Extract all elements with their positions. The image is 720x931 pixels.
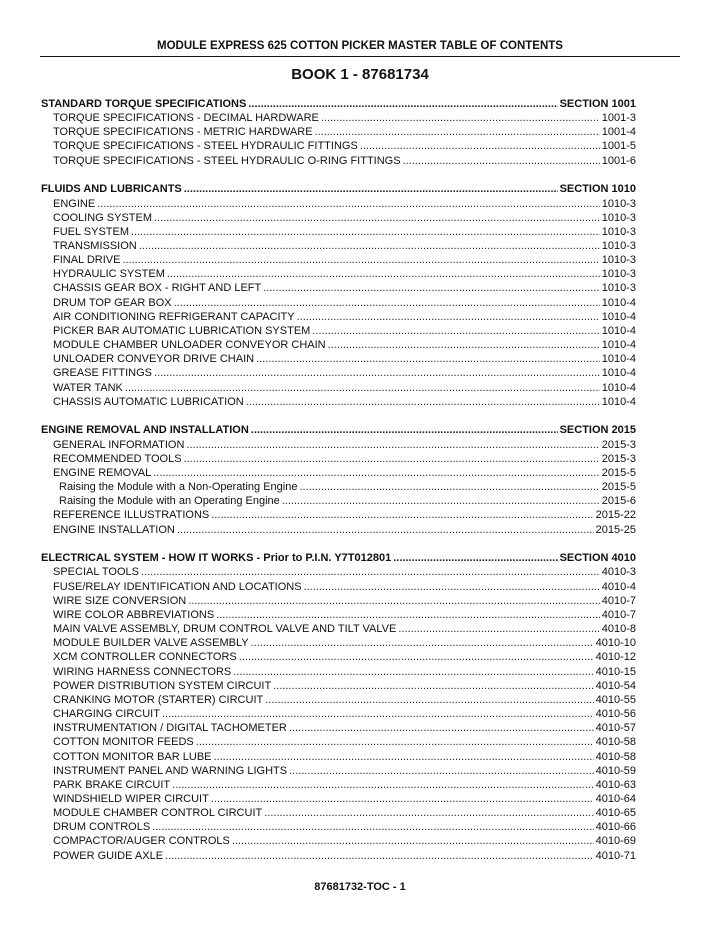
toc-section [41, 551, 636, 862]
entry-title: COMPACTOR/AUGER CONTROLS [53, 835, 230, 848]
entry-page: 1010-4 [601, 296, 636, 309]
dot-leader [289, 764, 594, 778]
dot-leader [304, 580, 600, 594]
dot-leader [211, 508, 593, 522]
dot-leader [233, 665, 593, 679]
entry-title: FUEL SYSTEM [53, 225, 129, 238]
dot-leader [154, 366, 600, 380]
dot-leader [282, 494, 600, 508]
toc-entry[interactable] [41, 594, 636, 608]
entry-page: 1010-4 [601, 339, 636, 352]
toc-entry[interactable] [41, 523, 636, 537]
toc-entry[interactable] [41, 267, 636, 281]
toc-entry[interactable] [41, 352, 636, 366]
dot-leader [184, 452, 600, 466]
entry-title: COOLING SYSTEM [53, 211, 153, 224]
toc-entry[interactable] [41, 239, 636, 253]
section-ref: SECTION 4010 [559, 552, 636, 565]
entry-title: RECOMMENDED TOOLS [53, 452, 182, 465]
dot-leader [188, 594, 599, 608]
toc-entry[interactable] [41, 778, 636, 792]
entry-page: 1010-3 [601, 254, 636, 267]
entry-page: 1010-3 [601, 197, 636, 210]
toc-entry[interactable] [41, 764, 636, 778]
entry-title: FUSE/RELAY IDENTIFICATION AND LOCATIONS [53, 580, 302, 593]
toc-entry[interactable] [41, 310, 636, 324]
entry-title: CHARGING CIRCUIT [53, 708, 160, 721]
entry-title: COTTON MONITOR FEEDS [53, 736, 194, 749]
toc-entry[interactable] [41, 438, 636, 452]
entry-title: GENERAL INFORMATION [53, 438, 185, 451]
section-ref: SECTION 1001 [559, 98, 636, 110]
entry-page: 4010-58 [595, 750, 636, 763]
toc-section [41, 97, 636, 168]
entry-title: POWER GUIDE AXLE [53, 849, 164, 862]
toc-section [41, 423, 636, 536]
dot-leader [196, 735, 594, 749]
entry-title: DRUM TOP GEAR BOX [53, 296, 172, 309]
entry-page: 4010-3 [601, 566, 636, 579]
entry-title: Raising the Module with a Non-Operating Engine [59, 481, 298, 494]
dot-leader [321, 111, 600, 125]
dot-leader [216, 608, 600, 622]
entry-page: 1001-4 [601, 126, 636, 139]
entry-page: 1010-3 [601, 282, 636, 295]
header-rule [40, 56, 680, 57]
entry-page: 2015-25 [595, 523, 636, 536]
running-header: MODULE EXPRESS 625 COTTON PICKER MASTER TABLE OF CONTENTS [157, 40, 563, 52]
dot-leader [177, 523, 594, 537]
dot-leader [398, 622, 599, 636]
toc-entry[interactable] [41, 125, 636, 139]
dot-leader [403, 154, 600, 168]
dot-leader [186, 438, 599, 452]
entry-title: PARK BRAKE CIRCUIT [53, 778, 171, 791]
dot-leader [263, 281, 600, 295]
toc-entry[interactable] [41, 565, 636, 579]
entry-title: TRANSMISSION [53, 240, 137, 252]
section-title: ELECTRICAL SYSTEM - HOW IT WORKS - Prior to P.I.N. Y7T012801 [41, 552, 392, 565]
entry-title: TORQUE SPECIFICATIONS - STEEL HYDRAULIC FITTINGS [53, 140, 358, 153]
entry-title: FINAL DRIVE [53, 254, 121, 267]
entry-title: MODULE CHAMBER CONTROL CIRCUIT [53, 807, 263, 820]
entry-title: AIR CONDITIONING REFRIGERANT CAPACITY [53, 310, 295, 323]
dot-leader [214, 750, 594, 764]
toc-subentry[interactable] [41, 494, 636, 508]
dot-leader [328, 338, 600, 352]
dot-leader [251, 423, 558, 437]
section-title: ENGINE REMOVAL AND INSTALLATION [41, 424, 249, 437]
entry-page: 4010-55 [595, 693, 636, 706]
dot-leader [273, 679, 593, 693]
entry-page: 1010-4 [601, 310, 636, 323]
toc-entry[interactable] [41, 197, 636, 211]
entry-page: 4010-7 [601, 594, 636, 607]
entry-title: CHASSIS AUTOMATIC LUBRICATION [53, 395, 244, 408]
dot-leader [174, 296, 600, 310]
toc-entry[interactable] [41, 296, 636, 310]
dot-leader [184, 182, 558, 196]
toc-entry[interactable] [41, 225, 636, 239]
toc-entry[interactable] [41, 366, 636, 380]
entry-page: 4010-12 [595, 651, 636, 664]
toc-subentry[interactable] [41, 480, 636, 494]
dot-leader [246, 395, 600, 409]
entry-title: Raising the Module with an Operating Engine [59, 495, 280, 508]
dot-leader [125, 381, 600, 395]
section-heading[interactable] [41, 182, 636, 196]
toc-entry[interactable] [41, 608, 636, 622]
toc-entry[interactable] [41, 721, 636, 735]
dot-leader [172, 778, 593, 792]
dot-leader [265, 693, 593, 707]
dot-leader [264, 806, 593, 820]
entry-title: TORQUE SPECIFICATIONS - DECIMAL HARDWARE [53, 112, 319, 125]
toc-entry[interactable] [41, 452, 636, 466]
dot-leader [139, 239, 600, 253]
section-title: FLUIDS AND LUBRICANTS [41, 183, 182, 196]
entry-page: 4010-63 [595, 778, 636, 791]
section-heading[interactable] [41, 551, 636, 565]
page-footer: 87681732-TOC - 1 [314, 881, 406, 893]
entry-page: 2015-6 [601, 495, 636, 508]
toc-entry[interactable] [41, 750, 636, 764]
entry-page: 4010-66 [595, 821, 636, 834]
toc-entry[interactable] [41, 508, 636, 522]
entry-page: 4010-7 [601, 608, 636, 621]
entry-title: XCM CONTROLLER CONNECTORS [53, 651, 237, 664]
dot-leader [153, 466, 600, 480]
toc-entry[interactable] [41, 154, 636, 168]
entry-page: 2015-5 [601, 481, 636, 494]
entry-page: 1010-4 [601, 324, 636, 337]
entry-title: MODULE BUILDER VALVE ASSEMBLY [53, 637, 249, 650]
toc-entry[interactable] [41, 622, 636, 636]
dot-leader [152, 820, 593, 834]
dot-leader [232, 834, 594, 848]
section-ref: SECTION 2015 [559, 424, 636, 437]
section-title: STANDARD TORQUE SPECIFICATIONS [41, 98, 247, 110]
dot-leader [299, 480, 599, 494]
entry-page: 1001-3 [601, 112, 636, 125]
toc-entry[interactable] [41, 806, 636, 820]
entry-page: 1010-4 [601, 353, 636, 366]
entry-page: 4010-59 [595, 764, 636, 777]
dot-leader [122, 253, 599, 267]
toc-entry[interactable] [41, 338, 636, 352]
entry-title: UNLOADER CONVEYOR DRIVE CHAIN [53, 353, 255, 366]
toc-entry[interactable] [41, 849, 636, 863]
dot-leader [167, 267, 600, 281]
entry-title: WIRE SIZE CONVERSION [53, 594, 187, 607]
entry-page: 4010-54 [595, 679, 636, 692]
entry-title: GREASE FITTINGS [53, 367, 153, 380]
toc-entry[interactable] [41, 211, 636, 225]
entry-title: INSTRUMENTATION / DIGITAL TACHOMETER [53, 722, 287, 735]
entry-title: TORQUE SPECIFICATIONS - STEEL HYDRAULIC O-RING FITTINGS [53, 154, 401, 167]
entry-title: ENGINE REMOVAL [53, 466, 152, 479]
entry-page: 2015-22 [595, 509, 636, 522]
entry-page: 1010-4 [601, 381, 636, 394]
toc-entry[interactable] [41, 580, 636, 594]
entry-page: 1001-5 [601, 140, 636, 153]
dot-leader [154, 211, 600, 225]
entry-title: HYDRAULIC SYSTEM [53, 268, 165, 281]
toc-entry[interactable] [41, 792, 636, 806]
toc-entry[interactable] [41, 381, 636, 395]
entry-page: 4010-64 [595, 792, 636, 805]
toc-entry[interactable] [41, 253, 636, 267]
entry-page: 1010-3 [601, 268, 636, 281]
toc-entry[interactable] [41, 707, 636, 721]
entry-page: 1010-4 [601, 367, 636, 380]
entry-title: WIRE COLOR ABBREVIATIONS [53, 608, 215, 621]
entry-page: 1010-3 [601, 211, 636, 224]
section-heading[interactable] [41, 97, 636, 111]
toc-entry[interactable] [41, 636, 636, 650]
toc-entry[interactable] [41, 834, 636, 848]
entry-page: 4010-71 [595, 849, 636, 862]
entry-page: 4010-8 [601, 623, 636, 636]
entry-page: 2015-3 [601, 452, 636, 465]
entry-page: 4010-65 [595, 807, 636, 820]
entry-title: PICKER BAR AUTOMATIC LUBRICATION SYSTEM [53, 324, 311, 337]
entry-page: 2015-3 [601, 438, 636, 451]
toc-entry[interactable] [41, 139, 636, 153]
section-ref: SECTION 1010 [559, 183, 636, 196]
entry-page: 4010-58 [595, 736, 636, 749]
toc-entry[interactable] [41, 650, 636, 664]
dot-leader [360, 139, 600, 153]
dot-leader [211, 792, 594, 806]
toc-entry[interactable] [41, 735, 636, 749]
toc-entry[interactable] [41, 820, 636, 834]
dot-leader [256, 352, 600, 366]
entry-title: SPECIAL TOOLS [53, 566, 140, 579]
entry-page: 1010-3 [601, 225, 636, 238]
entry-title: POWER DISTRIBUTION SYSTEM CIRCUIT [53, 679, 272, 692]
dot-leader [312, 324, 599, 338]
entry-page: 4010-57 [595, 722, 636, 735]
entry-title: ENGINE [53, 197, 96, 210]
dot-leader [251, 636, 594, 650]
table-of-contents [41, 97, 636, 877]
dot-leader [165, 849, 594, 863]
entry-title: MODULE CHAMBER UNLOADER CONVEYOR CHAIN [53, 339, 326, 352]
dot-leader [162, 707, 594, 721]
toc-entry[interactable] [41, 111, 636, 125]
entry-title: CHASSIS GEAR BOX - RIGHT AND LEFT [53, 282, 262, 295]
entry-title: INSTRUMENT PANEL AND WARNING LIGHTS [53, 764, 288, 777]
section-heading[interactable] [41, 423, 636, 437]
entry-page: 4010-15 [595, 665, 636, 678]
toc-entry[interactable] [41, 466, 636, 480]
dot-leader [289, 721, 594, 735]
toc-entry[interactable] [41, 281, 636, 295]
dot-leader [393, 551, 557, 565]
entry-title: MAIN VALVE ASSEMBLY, DRUM CONTROL VALVE AND TILT VALVE [53, 623, 397, 636]
entry-title: TORQUE SPECIFICATIONS - METRIC HARDWARE [53, 126, 313, 139]
toc-section [41, 182, 636, 409]
dot-leader [315, 125, 600, 139]
dot-leader [297, 310, 600, 324]
entry-title: WATER TANK [53, 381, 123, 394]
entry-page: 1010-3 [601, 240, 636, 252]
dot-leader [131, 225, 600, 239]
dot-leader [248, 97, 557, 111]
entry-page: 4010-4 [601, 580, 636, 593]
entry-page: 1001-6 [601, 154, 636, 167]
entry-title: WIRING HARNESS CONNECTORS [53, 665, 232, 678]
toc-entry[interactable] [41, 324, 636, 338]
dot-leader [97, 197, 600, 211]
book-title: BOOK 1 - 87681734 [291, 66, 429, 83]
entry-title: COTTON MONITOR BAR LUBE [53, 750, 212, 763]
entry-page: 4010-56 [595, 708, 636, 721]
entry-title: ENGINE INSTALLATION [53, 523, 175, 536]
entry-page: 1010-4 [601, 395, 636, 408]
entry-page: 4010-69 [595, 835, 636, 848]
entry-page: 4010-10 [595, 637, 636, 650]
entry-title: CRANKING MOTOR (STARTER) CIRCUIT [53, 693, 264, 706]
toc-entry[interactable] [41, 395, 636, 409]
toc-entry[interactable] [41, 665, 636, 679]
entry-title: WINDSHIELD WIPER CIRCUIT [53, 792, 209, 805]
dot-leader [239, 650, 594, 664]
entry-title: DRUM CONTROLS [53, 821, 151, 834]
entry-title: REFERENCE ILLUSTRATIONS [53, 509, 210, 522]
toc-entry[interactable] [41, 679, 636, 693]
toc-entry[interactable] [41, 693, 636, 707]
dot-leader [141, 565, 600, 579]
entry-page: 2015-5 [601, 466, 636, 479]
